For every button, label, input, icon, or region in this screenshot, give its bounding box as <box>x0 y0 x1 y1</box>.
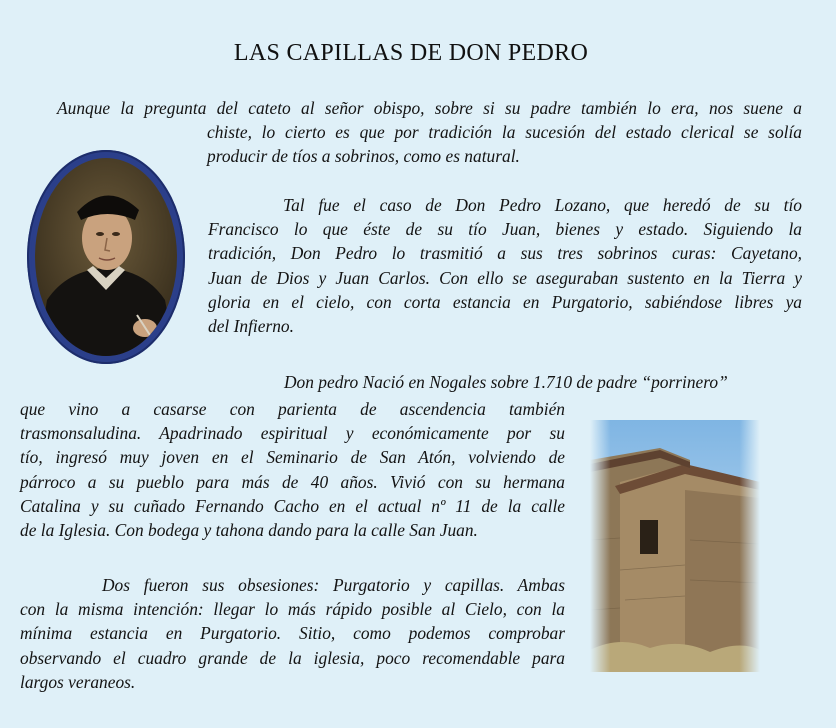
paragraph-4-line-4: observando el cuadro grande de la iglesia, poco recomendable para <box>20 647 565 668</box>
paragraph-2-line-3: tradición, Don Pedro lo trasmitió a sus tres sobrinos curas: Cayetano, <box>208 243 802 264</box>
church-building-image <box>590 420 760 672</box>
paragraph-3 <box>20 370 802 394</box>
paragraph-4-line-5: largos veraneos. <box>20 671 136 692</box>
paragraph-3-line-7: de la Iglesia. Con bodega y tahona dando para la calle San Juan. <box>20 520 478 541</box>
paragraph-1-line-3: producir de tíos a sobrinos, como es natural. <box>207 146 520 167</box>
paragraph-3-body <box>20 397 565 542</box>
paragraph-3-line-2: que vino a casarse con parienta de ascendencia también <box>20 399 565 419</box>
paragraph-4-line-1: Dos fueron sus obsesiones: Purgatorio y capillas. Ambas <box>102 575 565 595</box>
paragraph-2-line-4: Juan de Dios y Juan Carlos. Con ello se aseguraban sustento en la Tierra y <box>208 267 802 288</box>
priest-portrait-image <box>27 150 185 364</box>
paragraph-3-line-5: párroco a su pueblo para más de 40 años. Vivió con su hermana <box>20 471 565 492</box>
paragraph-4-line-3: mínima estancia en Purgatorio. Sitio, como podemos comprobar <box>20 623 565 644</box>
paragraph-2-line-5: gloria en el cielo, con corta estancia en Purgatorio, sabiéndose libres ya <box>208 291 802 312</box>
paragraph-2-line-6: del Infierno. <box>208 316 294 337</box>
page-title: LAS CAPILLAS DE DON PEDRO <box>233 40 589 66</box>
paragraph-3-line-4: tío, ingresó muy joven en el Seminario de San Atón, volviendo de <box>20 447 565 468</box>
paragraph-3-line-3: trasmonsaludina. Apadrinado espiritual y económicamente por su <box>20 423 565 444</box>
paragraph-2-line-1: Tal fue el caso de Don Pedro Lozano, que heredó de su tío <box>283 195 802 215</box>
paragraph-3-line-1: Don pedro Nació en Nogales sobre 1.710 de padre “porrinero” <box>284 372 728 392</box>
paragraph-1-line-1: Aunque la pregunta del cateto al señor obispo, sobre si su padre también lo era, nos suene a <box>57 98 802 118</box>
paragraph-4 <box>20 573 565 694</box>
paragraph-3-line-6: Catalina y su cuñado Fernando Cacho en el actual nº 11 de la calle <box>20 495 565 516</box>
paragraph-1-line-2: chiste, lo cierto es que por tradición la sucesión del estado clerical se solía <box>207 122 802 143</box>
paragraph-2-line-2: Francisco lo que éste de su tío Juan, bienes y estado. Siguiendo la <box>208 219 802 240</box>
paragraph-2 <box>208 193 802 338</box>
paragraph-4-line-2: con la misma intención: llegar lo más rápido posible al Cielo, con la <box>20 599 565 620</box>
